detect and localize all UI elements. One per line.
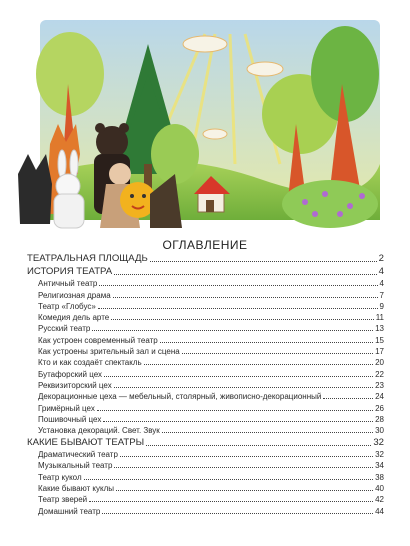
toc-entry [27, 288, 384, 299]
toc-page-number: 26 [375, 403, 384, 413]
toc-entry [27, 482, 384, 493]
toc-entry-title: Пошивочный цех [38, 414, 102, 424]
dot-leader [84, 479, 373, 480]
toc-entry [27, 379, 384, 390]
toc-entry [27, 424, 384, 435]
dot-leader [114, 387, 373, 388]
toc-entry-title: Театр кукол [38, 472, 82, 482]
toc-page-number: 4 [379, 279, 384, 289]
dot-leader [323, 398, 373, 399]
toc-entry-title: Религиозная драма [38, 290, 111, 300]
toc-entry [27, 504, 384, 515]
cover-illustration [0, 14, 410, 236]
toc-page-number: 9 [379, 301, 384, 311]
bush [282, 180, 378, 228]
toc-entry-title: Как устроены зрительный зал и сцена [38, 347, 180, 357]
toc-page-number: 20 [375, 358, 384, 368]
toc-page-number: 42 [375, 495, 384, 505]
toc-entry-title: Какие бывают куклы [38, 484, 114, 494]
toc-entry [27, 367, 384, 378]
toc-page-number: 24 [375, 392, 384, 402]
dot-leader [111, 319, 373, 320]
toc-page-number: 2 [378, 253, 384, 265]
toc-page-number: 32 [375, 450, 384, 460]
dot-leader [162, 432, 373, 433]
toc-entry-title: Гримёрный цех [38, 403, 95, 413]
dot-leader [99, 285, 377, 286]
toc-page-number: 44 [375, 506, 384, 516]
table-of-contents [27, 253, 384, 516]
toc-entry [27, 448, 384, 459]
toc-entry-title: Комедия дель арте [38, 313, 110, 323]
toc-entry-title: КАКИЕ БЫВАЮТ ТЕАТРЫ [27, 436, 145, 448]
toc-entry [27, 390, 384, 401]
dot-leader [114, 467, 373, 468]
toc-page-number: 23 [375, 380, 384, 390]
toc-page-number: 4 [378, 265, 384, 277]
toc-entry [27, 277, 384, 288]
dot-leader [89, 501, 373, 502]
toc-entry [27, 322, 384, 333]
toc-section [27, 266, 384, 277]
toc-entry-title: Декорационные цеха — мебельный, столярный, живописно-декорационный [38, 392, 322, 402]
toc-entry-title: Домашний театр [38, 506, 101, 516]
toc-section [27, 437, 384, 448]
toc-entry-title: Кто и как создаёт спектакль [38, 358, 142, 368]
toc-entry-title: Как устроен современный театр [38, 335, 158, 345]
dot-leader [104, 376, 373, 377]
toc-entry [27, 401, 384, 412]
toc-entry-title: Реквизиторский цех [38, 380, 112, 390]
toc-entry-title: Русский театр [38, 324, 91, 334]
toc-title: ОГЛАВЛЕНИЕ [162, 238, 248, 252]
toc-entry-title: Драматический театр [38, 450, 118, 460]
dot-leader [114, 274, 376, 275]
toc-entry-title: Театр «Глобус» [38, 301, 96, 311]
dot-leader [113, 297, 378, 298]
toc-page-number: 22 [375, 369, 384, 379]
dot-leader [146, 445, 371, 446]
toc-page-number: 17 [375, 347, 384, 357]
toc-entry [27, 333, 384, 344]
toc-page-number: 11 [375, 313, 384, 323]
dot-leader [182, 353, 373, 354]
dot-leader [116, 490, 373, 491]
dot-leader [103, 421, 373, 422]
dot-leader [98, 308, 378, 309]
dot-leader [160, 342, 373, 343]
toc-section [27, 253, 384, 264]
toc-entry [27, 356, 384, 367]
toc-entry [27, 300, 384, 311]
dot-leader [102, 513, 373, 514]
toc-entry [27, 311, 384, 322]
dot-leader [144, 364, 373, 365]
toc-page-number: 28 [375, 414, 384, 424]
dot-leader [120, 456, 373, 457]
toc-page-number: 34 [375, 461, 384, 471]
dot-leader [150, 261, 377, 262]
toc-entry-title: ИСТОРИЯ ТЕАТРА [27, 265, 113, 277]
toc-page-number: 38 [375, 472, 384, 482]
toc-entry [27, 345, 384, 356]
toc-entry-title: Античный театр [38, 279, 98, 289]
toc-entry-title: Установка декораций. Свет. Звук [38, 426, 160, 436]
toc-entry-title: Музыкальный театр [38, 461, 113, 471]
toc-entry [27, 493, 384, 504]
toc-page-number: 15 [375, 335, 384, 345]
toc-entry-title: Бутафорский цех [38, 369, 103, 379]
toc-page-number: 30 [375, 426, 384, 436]
toc-page-number: 40 [375, 484, 384, 494]
toc-entry-title: Театр зверей [38, 495, 88, 505]
toc-page-number: 32 [373, 436, 384, 448]
toc-page-number: 13 [375, 324, 384, 334]
dot-leader [92, 330, 373, 331]
toc-entry-title: ТЕАТРАЛЬНАЯ ПЛОЩАДЬ [27, 253, 148, 265]
toc-entry [27, 470, 384, 481]
toc-page-number: 7 [379, 290, 384, 300]
toc-entry [27, 413, 384, 424]
dot-leader [97, 410, 373, 411]
toc-entry [27, 459, 384, 470]
